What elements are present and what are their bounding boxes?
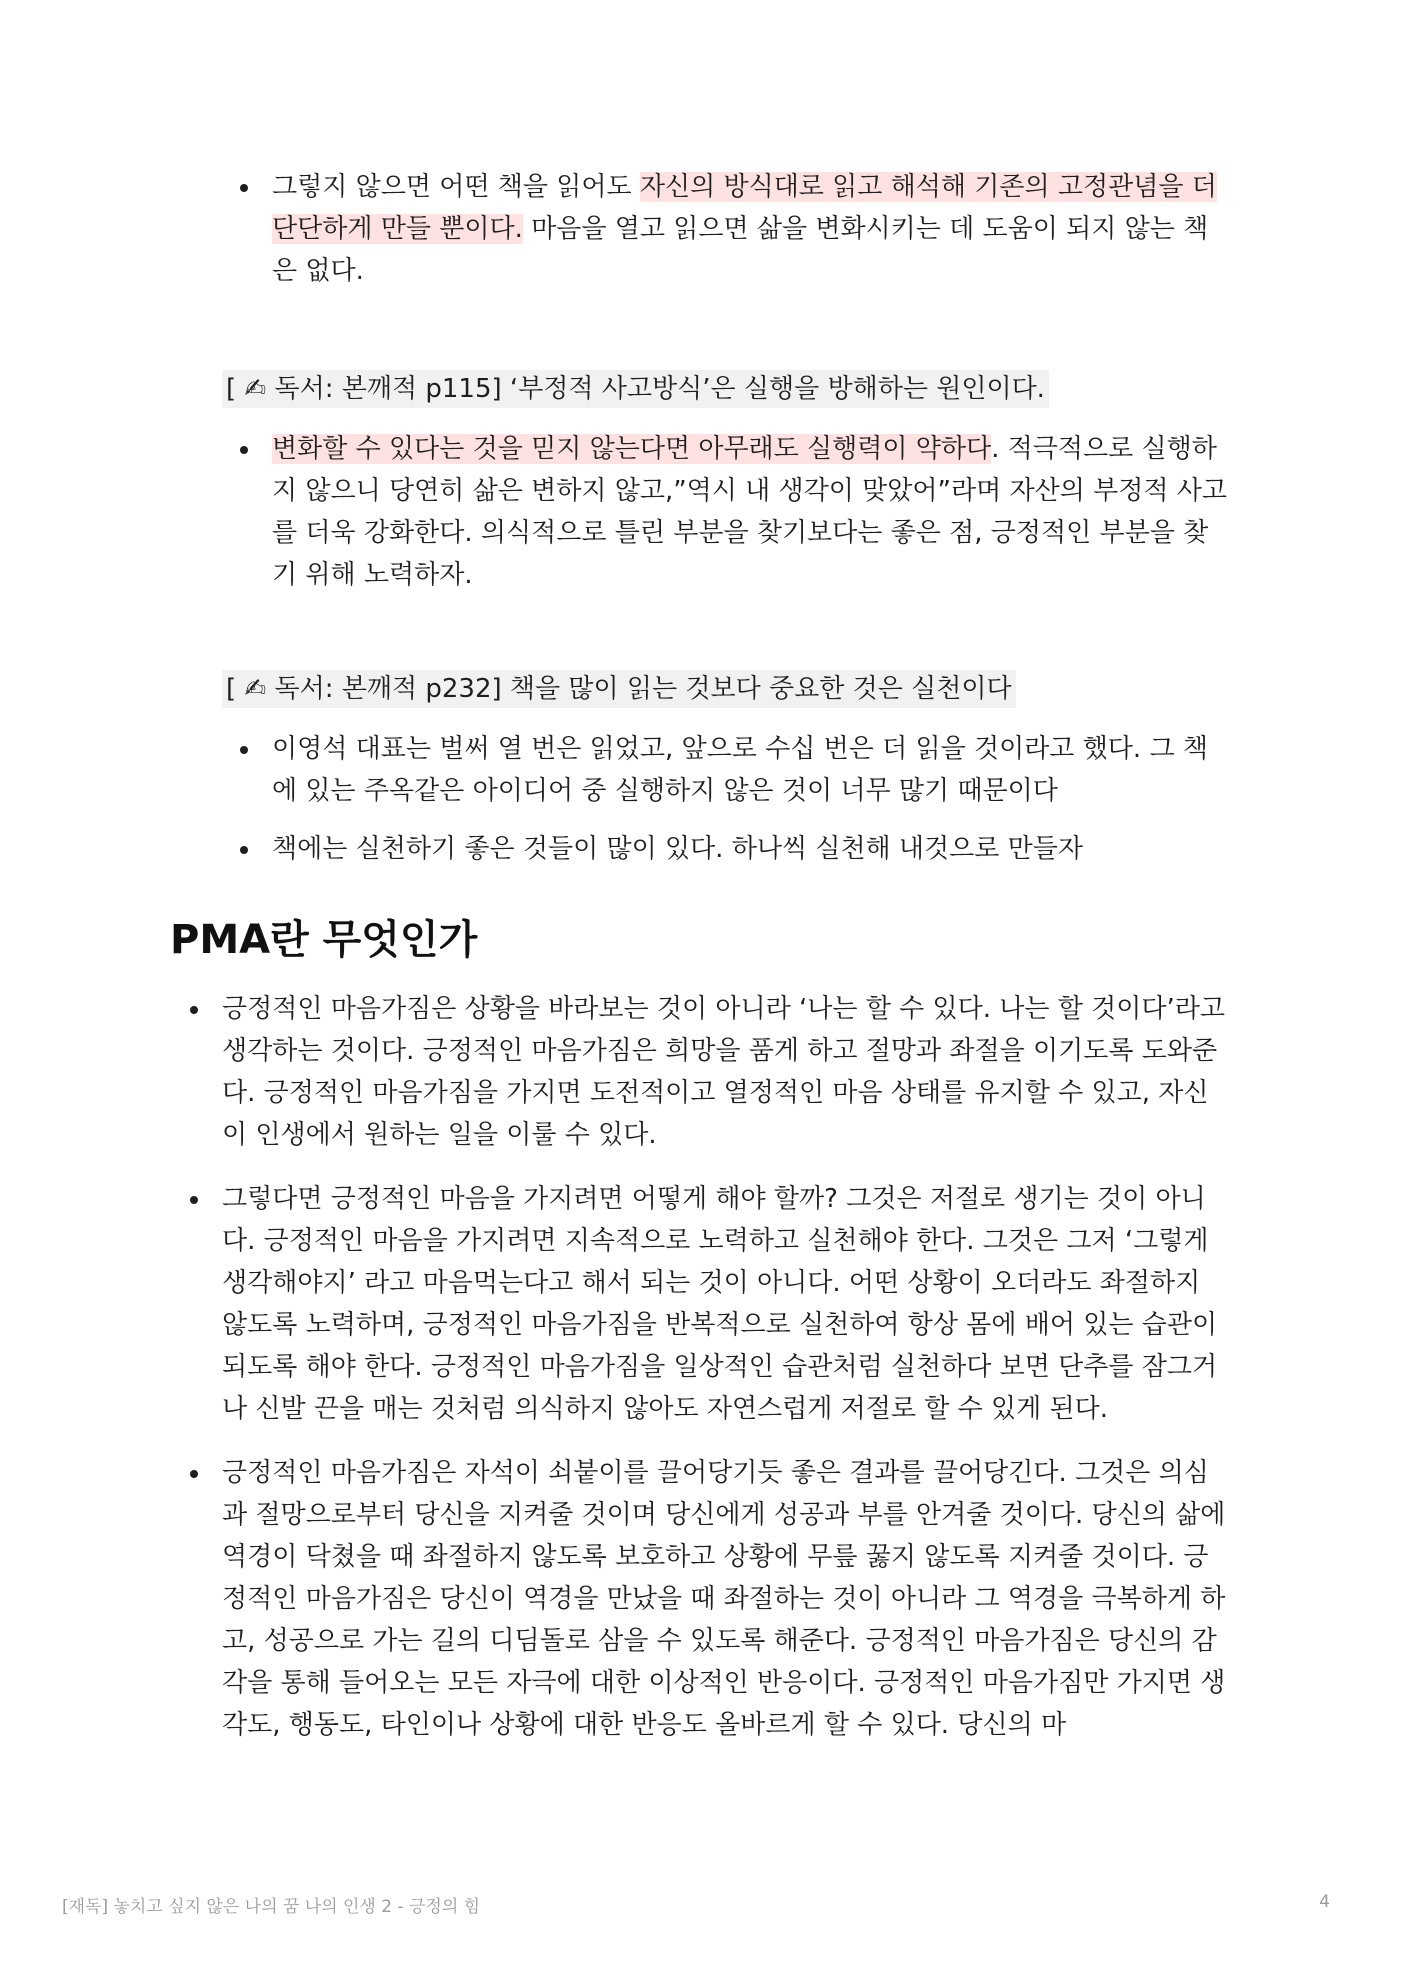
pma-bullet-list: [180, 988, 1230, 1768]
bullet-list-3: [230, 728, 1230, 886]
writing-hand-icon: ✍: [244, 374, 267, 404]
list-item: 긍정적인 마음가짐은 상황을 바라보는 것이 아니라 ‘나는 할 수 있다. 나는 할 것이다’라고 생각하는 것이다. 긍정적인 마음가짐은 희망을 품게 하고 절망과 좌절을 이기도록 도와준다. 긍정적인 마음가짐을 가지면 도전적이고 열정적인 마음 상태를 유지할 수 있고, 자신이 인생에서 원하는 일을 이룰 수 있다.: [180, 988, 1230, 1156]
section-heading: PMA란 무엇인가: [170, 917, 478, 963]
list-item: 책에는 실천하기 좋은 것들이 많이 있다. 하나씩 실천해 내것으로 만들자: [230, 828, 1230, 870]
highlighted-text: 자신의 방식대로 읽고 해석해 기존의 고정관념을 더 단단하게 만들 뿐이다.: [272, 172, 1217, 244]
writing-hand-icon: ✍: [244, 674, 267, 704]
list-item: 이영석 대표는 벌써 열 번은 읽었고, 앞으로 수십 번은 더 읽을 것이라고 했다. 그 책에 있는 주옥같은 아이디어 중 실행하지 않은 것이 너무 많기 때문이다: [230, 728, 1230, 812]
list-item: 긍정적인 마음가짐은 자석이 쇠붙이를 끌어당기듯 좋은 결과를 끌어당긴다. 그것은 의심과 절망으로부터 당신을 지켜줄 것이며 당신에게 성공과 부를 안겨줄 것이다. 당신의 삶에 역경이 닥쳤을 때 좌절하지 않도록 보호하고 상황에 무릎 꿇지 않도록 지켜줄 것이다. 긍정적인 마음가짐은 당신이 역경을 만났을 때 좌절하는 것이 아니라 그 역경을 극복하게 하고, 성공으로 가는 길의 디딤돌로 삼을 수 있도록 해준다. 긍정적인 마음가짐은 당신의 감각을 통해 들어오는 모든 자극에 대한 이상적인 반응이다. 긍정적인 마음가짐만 가지면 생각도, 행동도, 타인이나 상황에 대한 반응도 올바르게 할 수 있다. 당신의 마: [180, 1452, 1230, 1746]
list-item: 그렇다면 긍정적인 마음을 가지려면 어떻게 해야 할까? 그것은 저절로 생기는 것이 아니다. 긍정적인 마음을 가지려면 지속적으로 노력하고 실천해야 한다. 그것은 그저 ‘그렇게 생각해야지’ 라고 마음먹는다고 해서 되는 것이 아니다. 어떤 상황이 오더라도 좌절하지 않도록 노력하며, 긍정적인 마음가짐을 반복적으로 실천하여 항상 몸에 배어 있는 습관이 되도록 해야 한다. 긍정적인 마음가짐을 일상적인 습관처럼 실천하다 보면 단추를 잠그거나 신발 끈을 매는 것처럼 의식하지 않아도 자연스럽게 저절로 할 수 있게 된다.: [180, 1178, 1230, 1430]
highlighted-text: 변화할 수 있다는 것을 믿지 않는다면 아무래도 실행력이 약하다: [272, 434, 992, 464]
reading-note-callout: [ ✍ 독서: 본깨적 p115] ‘부정적 사고방식’은 실행을 방해하는 원인이다.: [222, 370, 1049, 408]
page-number: 4: [1319, 1892, 1330, 1912]
list-item: 변화할 수 있다는 것을 믿지 않는다면 아무래도 실행력이 약하다. 적극적으로 실행하지 않으니 당연히 삶은 변하지 않고,”역시 내 생각이 맞았어”라며 자산의 부정적 사고를 더욱 강화한다. 의식적으로 틀린 부분을 찾기보다는 좋은 점, 긍정적인 부분을 찾기 위해 노력하자.: [230, 428, 1230, 596]
bullet-list-2: [230, 428, 1230, 612]
bullet-list-1: [230, 166, 1230, 308]
list-item: 그렇지 않으면 어떤 책을 읽어도 자신의 방식대로 읽고 해석해 기존의 고정관념을 더 단단하게 만들 뿐이다. 마음을 열고 읽으면 삶을 변화시키는 데 도움이 되지 않는 책은 없다.: [230, 166, 1230, 292]
reading-note-callout: [ ✍ 독서: 본깨적 p232] 책을 많이 읽는 것보다 중요한 것은 실천이다: [222, 670, 1016, 708]
footer-title: [재독] 놓치고 싶지 않은 나의 꿈 나의 인생 2 - 긍정의 힘: [62, 1897, 481, 1917]
